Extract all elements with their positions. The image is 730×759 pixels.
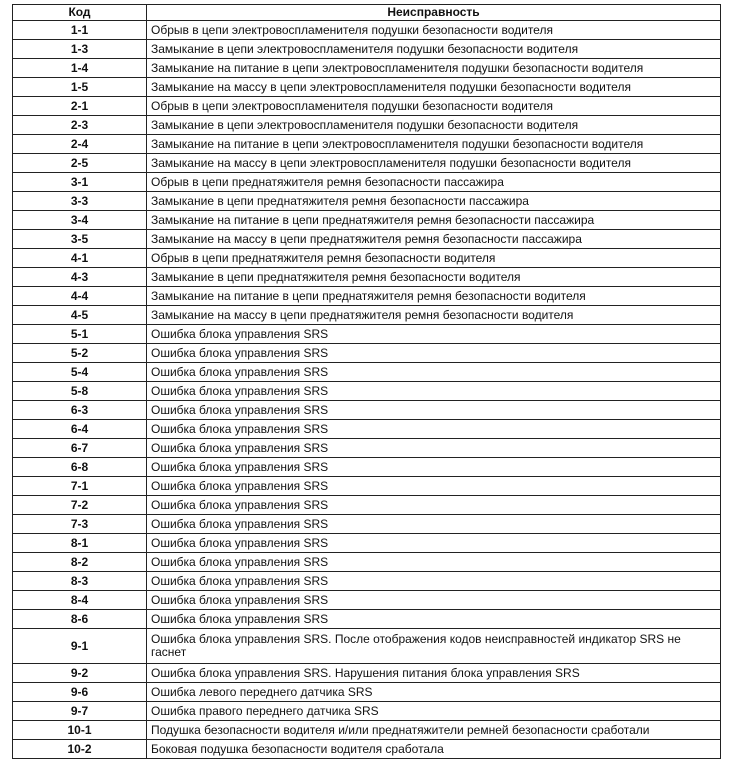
table-row — [13, 116, 721, 135]
fault-description-cell: Ошибка блока управления SRS — [147, 344, 721, 363]
fault-description-cell: Замыкание на массу в цепи электровоспламенителя подушки безопасности водителя — [147, 154, 721, 173]
fault-description-cell: Ошибка блока управления SRS — [147, 325, 721, 344]
fault-description-cell: Ошибка блока управления SRS — [147, 420, 721, 439]
table-row — [13, 40, 721, 59]
table-row — [13, 610, 721, 629]
fault-code-cell: 5-2 — [13, 344, 147, 363]
fault-code-table — [12, 4, 721, 759]
fault-description-cell: Ошибка блока управления SRS — [147, 458, 721, 477]
fault-code-cell: 3-4 — [13, 211, 147, 230]
fault-description-cell: Замыкание на массу в цепи преднатяжителя ремня безопасности водителя — [147, 306, 721, 325]
table-row — [13, 591, 721, 610]
fault-code-cell: 6-3 — [13, 401, 147, 420]
fault-code-cell: 3-5 — [13, 230, 147, 249]
table-row — [13, 21, 721, 40]
fault-code-cell: 6-4 — [13, 420, 147, 439]
table-row — [13, 287, 721, 306]
fault-code-cell: 4-5 — [13, 306, 147, 325]
table-row — [13, 420, 721, 439]
fault-code-cell: 3-3 — [13, 192, 147, 211]
fault-code-cell: 9-2 — [13, 664, 147, 683]
fault-description-cell: Замыкание в цепи преднатяжителя ремня безопасности водителя — [147, 268, 721, 287]
fault-description-cell: Ошибка правого переднего датчика SRS — [147, 702, 721, 721]
fault-code-cell: 9-7 — [13, 702, 147, 721]
fault-code-cell: 4-3 — [13, 268, 147, 287]
fault-description-cell: Замыкание в цепи преднатяжителя ремня безопасности пассажира — [147, 192, 721, 211]
table-row — [13, 683, 721, 702]
fault-description-cell: Обрыв в цепи преднатяжителя ремня безопасности пассажира — [147, 173, 721, 192]
fault-code-cell: 1-3 — [13, 40, 147, 59]
table-row — [13, 344, 721, 363]
table-row — [13, 154, 721, 173]
fault-code-cell: 2-3 — [13, 116, 147, 135]
fault-code-cell: 6-7 — [13, 439, 147, 458]
fault-description-cell: Обрыв в цепи преднатяжителя ремня безопасности водителя — [147, 249, 721, 268]
fault-description-cell: Подушка безопасности водителя и/или преднатяжители ремней безопасности сработали — [147, 721, 721, 740]
fault-description-cell: Ошибка блока управления SRS. Нарушения питания блока управления SRS — [147, 664, 721, 683]
table-body — [13, 21, 721, 759]
fault-description-cell: Замыкание в цепи электровоспламенителя подушки безопасности водителя — [147, 116, 721, 135]
fault-description-cell: Ошибка блока управления SRS — [147, 610, 721, 629]
fault-description-cell: Ошибка блока управления SRS — [147, 496, 721, 515]
fault-code-cell: 4-1 — [13, 249, 147, 268]
document-page — [12, 4, 720, 759]
fault-description-cell: Замыкание на питание в цепи электровоспламенителя подушки безопасности водителя — [147, 59, 721, 78]
table-row — [13, 173, 721, 192]
fault-code-cell: 8-3 — [13, 572, 147, 591]
table-row — [13, 363, 721, 382]
table-row — [13, 135, 721, 154]
table-row — [13, 249, 721, 268]
fault-description-cell: Замыкание в цепи электровоспламенителя подушки безопасности водителя — [147, 40, 721, 59]
fault-description-cell: Ошибка блока управления SRS — [147, 572, 721, 591]
table-row — [13, 401, 721, 420]
table-row — [13, 515, 721, 534]
fault-description-cell: Ошибка блока управления SRS — [147, 401, 721, 420]
fault-code-cell: 10-2 — [13, 740, 147, 759]
fault-description-cell: Ошибка блока управления SRS. После отображения кодов неисправностей индикатор SRS не гаснет — [147, 629, 721, 664]
fault-description-cell: Замыкание на питание в цепи преднатяжителя ремня безопасности водителя — [147, 287, 721, 306]
table-row — [13, 496, 721, 515]
fault-description-cell: Ошибка блока управления SRS — [147, 363, 721, 382]
fault-description-cell: Боковая подушка безопасности водителя сработала — [147, 740, 721, 759]
fault-code-cell: 2-4 — [13, 135, 147, 154]
fault-code-cell: 2-1 — [13, 97, 147, 116]
fault-code-cell: 1-5 — [13, 78, 147, 97]
table-row — [13, 325, 721, 344]
header-code: Код — [13, 5, 147, 21]
table-row — [13, 439, 721, 458]
table-row — [13, 629, 721, 664]
fault-description-cell: Ошибка блока управления SRS — [147, 553, 721, 572]
fault-description-cell: Ошибка левого переднего датчика SRS — [147, 683, 721, 702]
fault-code-cell: 8-1 — [13, 534, 147, 553]
table-row — [13, 230, 721, 249]
fault-code-cell: 5-8 — [13, 382, 147, 401]
fault-description-cell: Ошибка блока управления SRS — [147, 515, 721, 534]
fault-description-cell: Замыкание на питание в цепи электровоспламенителя подушки безопасности водителя — [147, 135, 721, 154]
table-row — [13, 534, 721, 553]
fault-code-cell: 4-4 — [13, 287, 147, 306]
table-row — [13, 382, 721, 401]
fault-code-cell: 9-1 — [13, 629, 147, 664]
fault-description-cell: Ошибка блока управления SRS — [147, 591, 721, 610]
table-row — [13, 97, 721, 116]
fault-code-cell: 2-5 — [13, 154, 147, 173]
table-row — [13, 211, 721, 230]
table-row — [13, 664, 721, 683]
table-row — [13, 306, 721, 325]
table-row — [13, 78, 721, 97]
fault-code-cell: 10-1 — [13, 721, 147, 740]
fault-code-cell: 7-2 — [13, 496, 147, 515]
table-row — [13, 721, 721, 740]
fault-code-cell: 1-1 — [13, 21, 147, 40]
fault-code-cell: 5-1 — [13, 325, 147, 344]
table-row — [13, 192, 721, 211]
fault-description-cell: Замыкание на питание в цепи преднатяжителя ремня безопасности пассажира — [147, 211, 721, 230]
fault-code-cell: 7-1 — [13, 477, 147, 496]
fault-code-cell: 5-4 — [13, 363, 147, 382]
table-row — [13, 458, 721, 477]
fault-description-cell: Замыкание на массу в цепи электровоспламенителя подушки безопасности водителя — [147, 78, 721, 97]
fault-code-cell: 7-3 — [13, 515, 147, 534]
fault-description-cell: Обрыв в цепи электровоспламенителя подушки безопасности водителя — [147, 21, 721, 40]
fault-code-cell: 8-2 — [13, 553, 147, 572]
fault-code-cell: 9-6 — [13, 683, 147, 702]
fault-description-cell: Ошибка блока управления SRS — [147, 382, 721, 401]
fault-description-cell: Обрыв в цепи электровоспламенителя подушки безопасности водителя — [147, 97, 721, 116]
fault-description-cell: Ошибка блока управления SRS — [147, 477, 721, 496]
fault-description-cell: Ошибка блока управления SRS — [147, 534, 721, 553]
table-row — [13, 702, 721, 721]
header-fault: Неисправность — [147, 5, 721, 21]
table-row — [13, 477, 721, 496]
fault-description-cell: Замыкание на массу в цепи преднатяжителя ремня безопасности пассажира — [147, 230, 721, 249]
table-header-row — [13, 5, 721, 21]
table-row — [13, 59, 721, 78]
fault-code-cell: 3-1 — [13, 173, 147, 192]
table-row — [13, 572, 721, 591]
fault-code-cell: 1-4 — [13, 59, 147, 78]
table-row — [13, 553, 721, 572]
fault-description-cell: Ошибка блока управления SRS — [147, 439, 721, 458]
fault-code-cell: 6-8 — [13, 458, 147, 477]
table-row — [13, 740, 721, 759]
fault-code-cell: 8-4 — [13, 591, 147, 610]
table-row — [13, 268, 721, 287]
fault-code-cell: 8-6 — [13, 610, 147, 629]
